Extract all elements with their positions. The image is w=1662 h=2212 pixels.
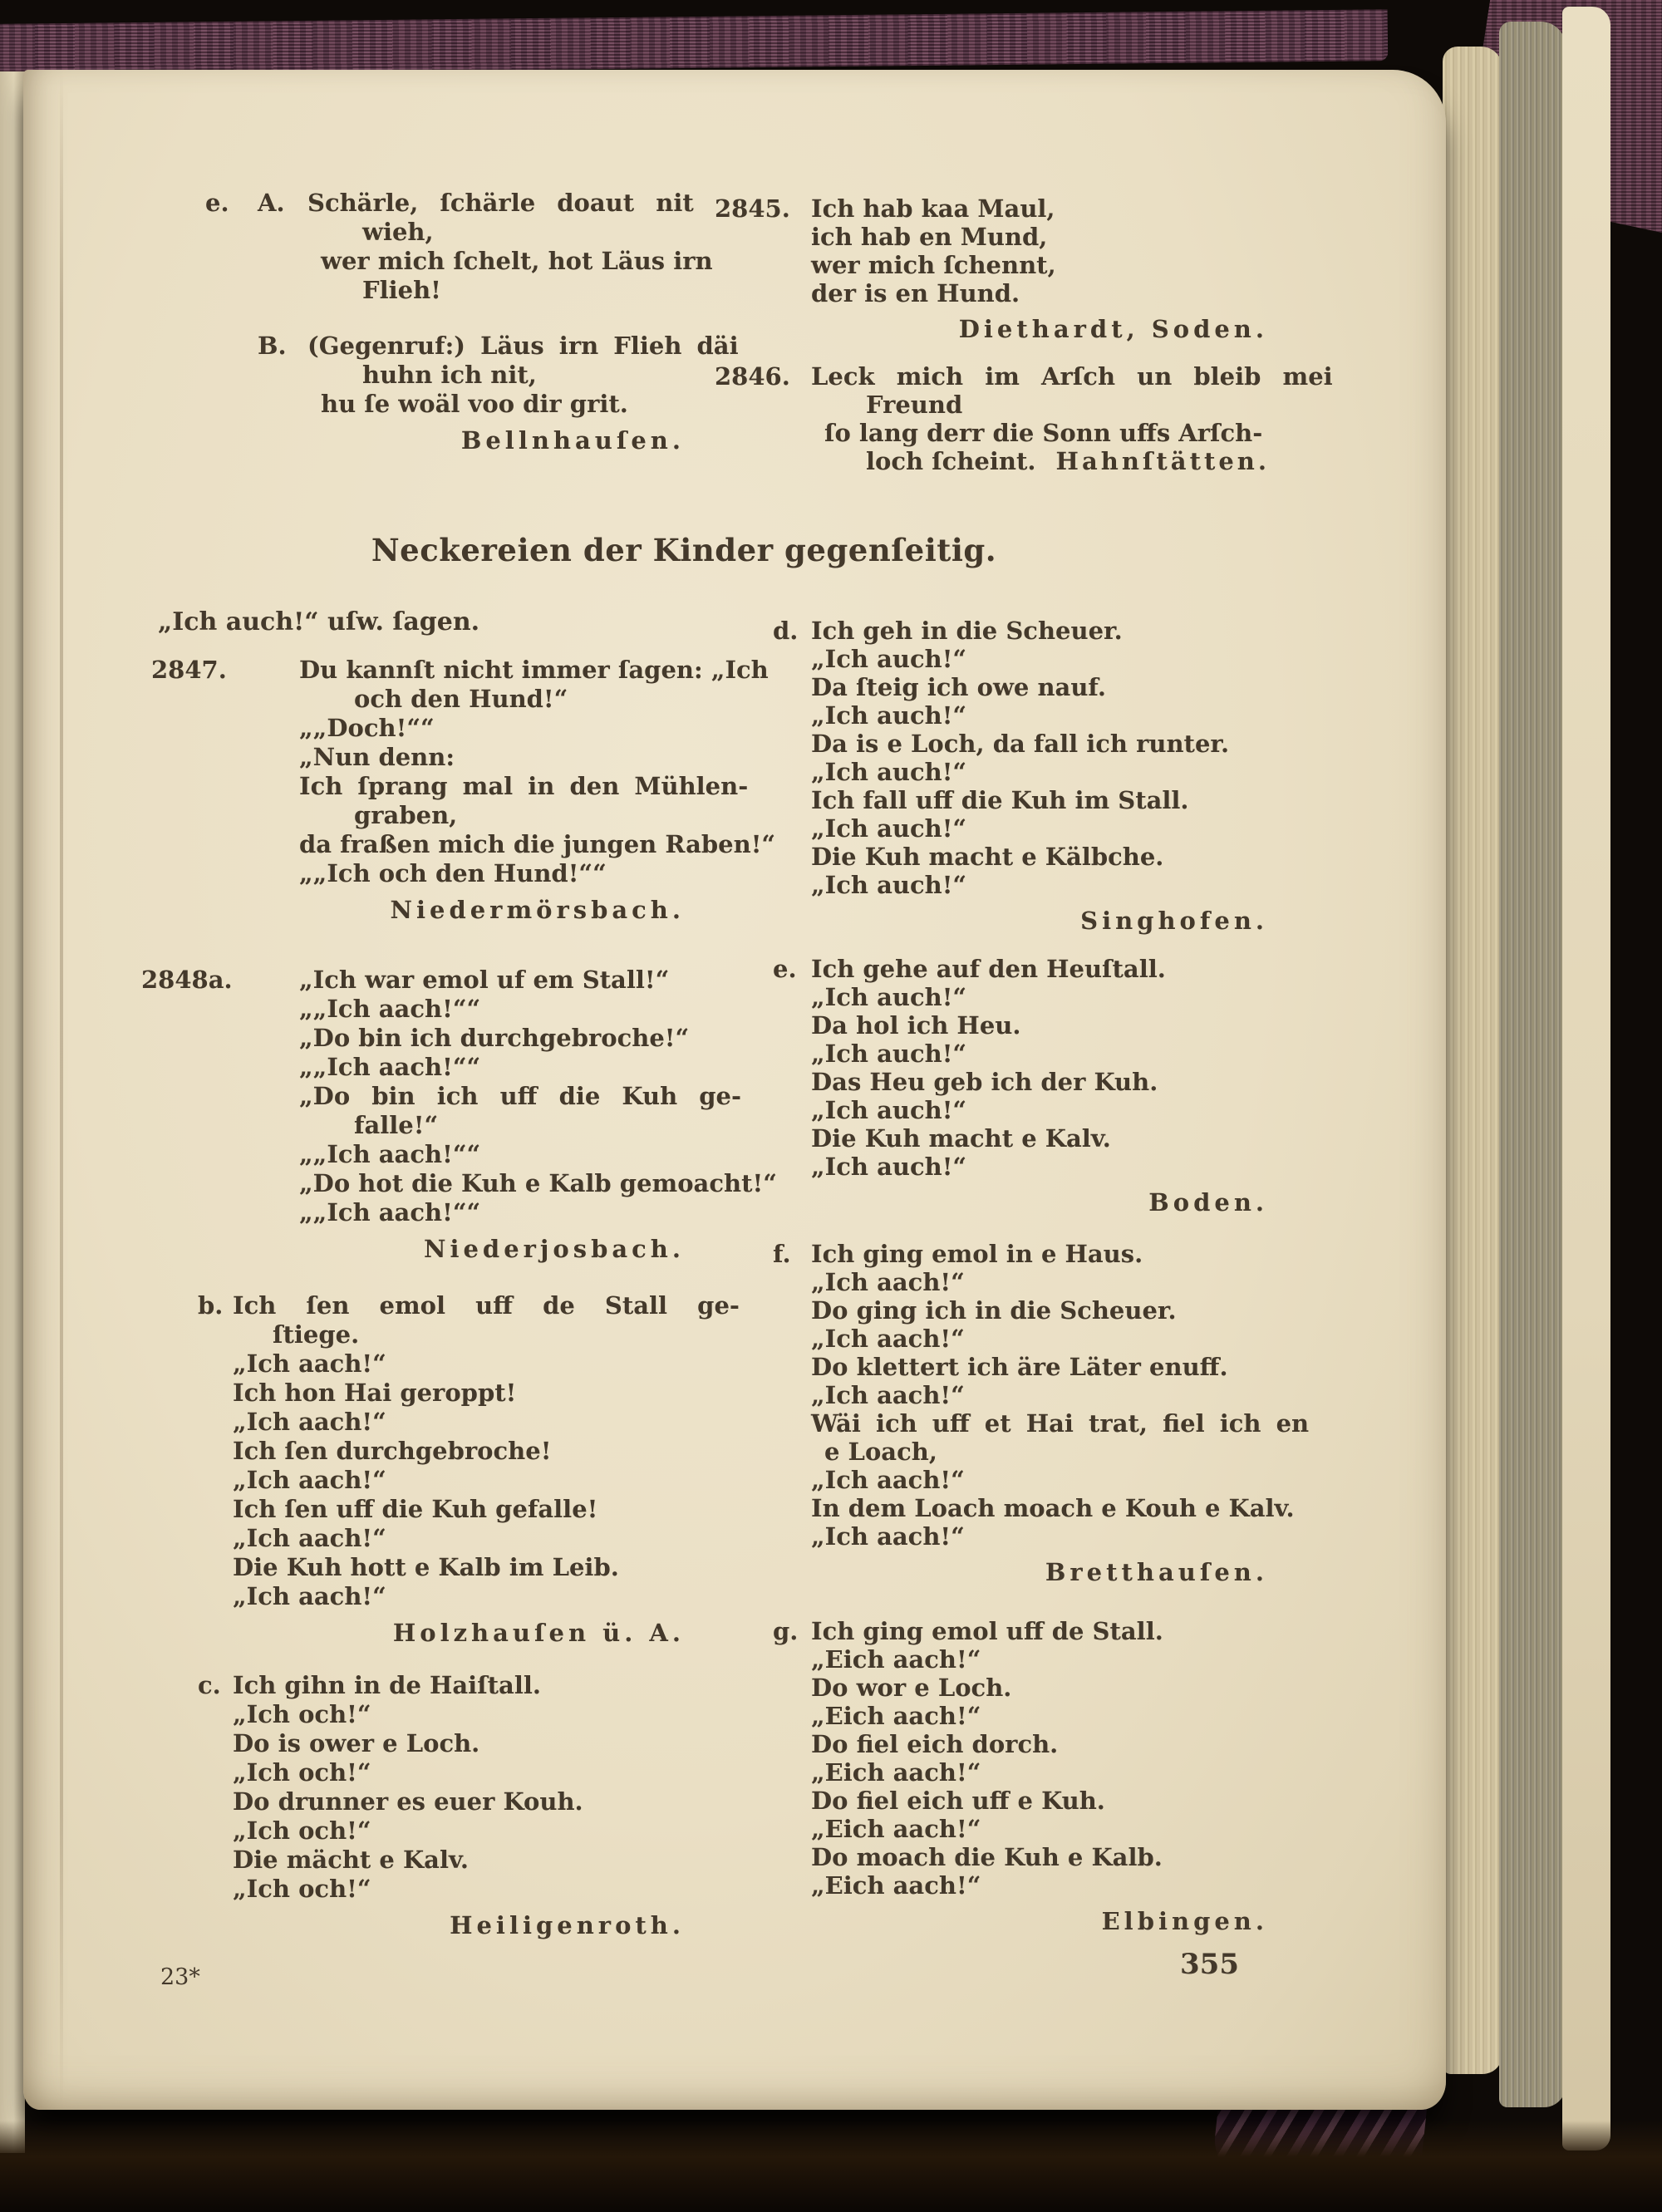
verse-line-text: Die Kuh hott e Kalb im Leib. <box>233 1553 619 1581</box>
verse-line <box>811 1730 1275 1758</box>
verse-line-text: „Eich aach!“ <box>811 1815 981 1843</box>
verse-line <box>233 1816 691 1846</box>
verse-line <box>299 966 691 995</box>
sub-heading: „Ich auch!“ uſw. ſagen. <box>158 607 480 637</box>
verse-line <box>811 1438 1275 1466</box>
verse-block-b <box>140 1291 740 1647</box>
verse-line-text: „Ich auch!“ <box>811 1096 967 1124</box>
verse-line <box>233 1582 691 1611</box>
verse-line <box>233 1729 691 1758</box>
verse-line-text: „„Ich aach!““ <box>299 995 481 1023</box>
marbled-cover-edge <box>1609 0 1662 2212</box>
entry-letter: f. <box>773 1240 791 1268</box>
entry-letter: g. <box>773 1617 799 1645</box>
verse-line-text: hu ſe woäl voo dir grit. <box>321 390 628 418</box>
entry-number: 2845. <box>715 194 790 223</box>
verse-line-text: Ich geh in die Scheuer. <box>811 617 1123 645</box>
verse-line-text: „Eich aach!“ <box>811 1645 981 1674</box>
verse-line-text: falle!“ <box>354 1111 439 1139</box>
verse-line <box>811 1815 1275 1843</box>
verse-line <box>811 955 1275 983</box>
verse-line <box>233 1379 691 1408</box>
verse-line <box>299 1053 691 1082</box>
verse-line <box>299 859 691 888</box>
verse-line-text: Die mächt e Kalv. <box>233 1846 470 1874</box>
verse-line-text: Da is e Loch, da fall ich runter. <box>811 730 1230 758</box>
verse-line-text: „Ich aach!“ <box>811 1522 965 1551</box>
verse-line <box>233 1787 691 1816</box>
verse-line-text: Da ſteig ich owe nauf. <box>811 673 1106 701</box>
signature-mark: 23* <box>160 1964 200 1990</box>
verse-line <box>811 1645 1275 1674</box>
verse-line-text: Ich fall uff die Kuh im Stall. <box>811 786 1189 814</box>
verse-line-text: „Ich aach!“ <box>233 1349 386 1378</box>
verse-line-text: huhn ich nit, <box>362 361 537 389</box>
verse-line <box>233 1349 691 1379</box>
verse-line-text: loch ſcheint. <box>866 447 1036 475</box>
verse-line-text: Du kannſt nicht immer ſagen: „Ich <box>299 656 769 684</box>
verse-block-f <box>713 1240 1310 1586</box>
verse-line <box>299 830 776 859</box>
verse-line <box>299 1111 691 1140</box>
verse-line <box>811 1494 1295 1522</box>
verse-block-c <box>140 1671 691 1939</box>
verse-line <box>307 276 691 305</box>
verse-line-text: Do drunner es euer Kouh. <box>233 1787 583 1816</box>
attribution: Holzhauſen ü. A. <box>392 1619 685 1647</box>
verse-line <box>811 1617 1275 1645</box>
verse-line <box>811 1409 1310 1438</box>
verse-line-text: och den Hund!“ <box>354 685 568 713</box>
verse-block-e-B <box>140 332 739 455</box>
verse-line-text: e Loach, <box>824 1438 937 1466</box>
attribution: Diethardt, Soden. <box>958 315 1268 343</box>
verse-line <box>233 1466 691 1495</box>
verse-line <box>811 645 1275 673</box>
verse-line-text: Die Kuh macht e Kalv. <box>811 1124 1111 1153</box>
verse-line <box>811 1068 1275 1096</box>
verse-line-text: Flieh! <box>362 276 441 304</box>
verse-line <box>811 1522 1275 1551</box>
verse-line-text: „Ich auch!“ <box>811 645 967 673</box>
verse-line-text: „Ich aach!“ <box>233 1408 386 1436</box>
verse-line-text: „Ich och!“ <box>233 1700 371 1728</box>
verse-line <box>233 1495 691 1524</box>
verse-line <box>307 361 691 390</box>
verse-line-text: wer mich ſchennt, <box>811 251 1056 279</box>
verse-line-text: (Gegenruf:) Läus irn Flieh däi <box>307 332 739 360</box>
verse-line-text: Das Heu geb ich der Kuh. <box>811 1068 1158 1096</box>
entry-number: 2846. <box>715 362 790 391</box>
verse-line-text: „„Ich och den Hund!““ <box>299 859 607 887</box>
verse-line <box>811 194 1275 223</box>
verse-line <box>299 1198 691 1227</box>
verse-line <box>811 1124 1275 1153</box>
verse-line <box>811 1702 1275 1730</box>
verse-line <box>811 391 1275 419</box>
verse-line-text: „Ich auch!“ <box>811 1040 967 1068</box>
verse-line-text: „„Ich aach!““ <box>299 1140 481 1168</box>
verse-line-text: Do klettert ich äre Läter enuff. <box>811 1353 1228 1381</box>
verse-line <box>811 447 1275 475</box>
verse-line-text: „Ich och!“ <box>233 1816 371 1845</box>
verse-line-text: da fraßen mich die jungen Raben!“ <box>299 830 776 858</box>
verse-line <box>233 1408 691 1437</box>
verse-line-text: Ich ging emol in e Haus. <box>811 1240 1143 1268</box>
verse-line <box>811 1268 1275 1296</box>
verse-line <box>811 223 1275 251</box>
verse-line <box>233 1437 691 1466</box>
verse-line <box>233 1291 740 1320</box>
attribution: Bellnhauſen. <box>460 426 685 455</box>
verse-line <box>811 1787 1275 1815</box>
verse-line-text: Freund <box>866 391 963 419</box>
verse-line <box>811 1240 1275 1268</box>
verse-block-2847 <box>140 656 776 924</box>
verse-line-text: „Ich auch!“ <box>811 871 967 899</box>
verse-line <box>299 1169 777 1198</box>
attribution: Boden. <box>1148 1188 1268 1217</box>
verse-line-text: „Ich aach!“ <box>811 1381 965 1409</box>
verse-line-text: Ich ging emol uff de Stall. <box>811 1617 1163 1645</box>
verse-line <box>811 279 1275 307</box>
verse-line-text: „Ich och!“ <box>233 1758 371 1787</box>
verse-line-text: „Eich aach!“ <box>811 1871 981 1900</box>
verse-line <box>811 673 1275 701</box>
entry-letter: b. <box>198 1291 224 1320</box>
verse-line <box>299 772 749 801</box>
verse-line-text: Da hol ich Heu. <box>811 1011 1021 1040</box>
verse-line <box>811 843 1275 871</box>
verse-line <box>299 656 769 685</box>
verse-line-text: Ich ſprang mal in den Mühlen- <box>299 772 749 800</box>
attribution: Heiligenroth. <box>450 1911 685 1939</box>
verse-line <box>811 983 1275 1011</box>
verse-line <box>811 1843 1275 1871</box>
verse-line <box>299 801 691 830</box>
verse-line-text: Ich ſen uff die Kuh gefalle! <box>233 1495 598 1523</box>
verse-line-text: „Ich aach!“ <box>233 1582 386 1610</box>
verse-line <box>233 1524 691 1553</box>
verse-line <box>811 871 1275 899</box>
verse-line <box>811 786 1275 814</box>
verse-line-text: „Ich aach!“ <box>233 1466 386 1494</box>
verse-line <box>811 1871 1275 1900</box>
verse-line <box>233 1758 691 1787</box>
verse-line-text: „Ich war emol uf em Stall!“ <box>299 966 670 994</box>
verse-line <box>811 1011 1275 1040</box>
verse-line <box>307 390 691 419</box>
verse-line <box>811 730 1275 758</box>
verse-line-text: „Ich auch!“ <box>811 1153 967 1181</box>
verse-line <box>307 247 713 276</box>
verse-line <box>307 332 739 361</box>
verse-line <box>811 1153 1275 1181</box>
verse-line-text: „Ich och!“ <box>233 1875 371 1903</box>
verse-block-e2 <box>713 955 1275 1217</box>
verse-line-text: Do ging ich in die Scheuer. <box>811 1296 1177 1325</box>
verse-line <box>307 189 694 218</box>
attribution: Singhofen. <box>1080 907 1268 935</box>
verse-line-text: „„Ich aach!““ <box>299 1198 481 1226</box>
verse-line <box>299 685 691 714</box>
attribution-inline: Hahnſtätten. <box>1055 447 1270 475</box>
verse-line-text: Ich ſen durchgebroche! <box>233 1437 552 1465</box>
entry-letter: e. <box>773 955 797 983</box>
verse-line-text: Do moach die Kuh e Kalb. <box>811 1843 1163 1871</box>
verse-line <box>233 1846 691 1875</box>
verse-line-text: Do wor e Loch. <box>811 1674 1012 1702</box>
attribution: Bretthauſen. <box>1045 1558 1268 1586</box>
verse-line-text: „Ich aach!“ <box>811 1325 965 1353</box>
verse-line-text: „Ich aach!“ <box>233 1524 386 1552</box>
verse-line <box>811 1466 1275 1494</box>
attribution: Elbingen. <box>1101 1907 1268 1935</box>
page-fore-edge-light <box>1443 47 1502 2074</box>
entry-number: 2848a. <box>141 966 233 994</box>
verse-line <box>299 714 691 743</box>
verse-line <box>811 701 1275 730</box>
attribution: Niedermörsbach. <box>390 896 685 924</box>
verse-line-text: In dem Loach moach e Kouh e Kalv. <box>811 1494 1295 1522</box>
verse-line <box>299 995 691 1024</box>
verse-line-text: Ich ſen emol uff de Stall ge- <box>233 1291 740 1320</box>
verse-line-text: Do fiel eich uff e Kuh. <box>811 1787 1105 1815</box>
verse-line-text: wer mich ſchelt, hot Läus irn <box>321 247 713 275</box>
verse-line-text: ich hab en Mund, <box>811 223 1048 251</box>
verse-line <box>299 1140 691 1169</box>
book-bottom-shadow <box>0 2121 1662 2212</box>
verse-line <box>233 1671 691 1700</box>
verse-line <box>811 1353 1275 1381</box>
verse-line-text: ſo lang derr die Sonn uffs Arſch- <box>824 419 1263 447</box>
page-left-edge <box>0 71 25 2153</box>
verse-line-text: „Ich auch!“ <box>811 758 967 786</box>
verse-line-text: Do is ower e Loch. <box>233 1729 480 1757</box>
verse-line-text: „Do bin ich uff die Kuh ge- <box>299 1082 742 1110</box>
verse-line-text: der is en Hund. <box>811 279 1020 307</box>
verse-line-text: „Eich aach!“ <box>811 1702 981 1730</box>
page-crease <box>60 70 63 2110</box>
book-headband-cloth <box>0 9 1388 76</box>
verse-line-text: „„Ich aach!““ <box>299 1053 481 1081</box>
page-number: 355 <box>1180 1948 1239 1981</box>
verse-block-e-A <box>140 189 713 305</box>
verse-line-text: Ich gihn in de Haiſtall. <box>233 1671 541 1699</box>
verse-line-text: „Ich auch!“ <box>811 701 967 730</box>
verse-line <box>811 1674 1275 1702</box>
verse-line <box>299 743 691 772</box>
verse-line <box>811 1758 1275 1787</box>
verse-line-text: Do fiel eich dorch. <box>811 1730 1059 1758</box>
verse-line <box>233 1700 691 1729</box>
page-fore-edge-strip <box>1562 7 1610 2151</box>
verse-block-d <box>713 617 1275 935</box>
verse-line <box>811 1040 1275 1068</box>
page-fore-edge-gray <box>1499 22 1566 2107</box>
verse-block-2846 <box>713 362 1333 475</box>
verse-line-text: Ich gehe auf den Heuſtall. <box>811 955 1166 983</box>
verse-line <box>811 1096 1275 1124</box>
verse-line-text: Schärle, ſchärle doaut nit <box>307 189 694 217</box>
verse-line-text: Wäi ich uff et Hai trat, fiel ich en <box>811 1409 1310 1438</box>
verse-block-2848a <box>140 966 777 1263</box>
attribution: Niederjosbach. <box>423 1235 685 1263</box>
verse-line <box>307 218 691 247</box>
verse-line-text: „Ich auch!“ <box>811 983 967 1011</box>
verse-line-text: Ich hab kaa Maul, <box>811 194 1055 223</box>
verse-line-text: „Ich auch!“ <box>811 814 967 843</box>
verse-line-text: graben, <box>354 801 458 829</box>
entry-letter: c. <box>198 1671 221 1699</box>
verse-line <box>811 758 1275 786</box>
verse-line-text: „Nun denn: <box>299 743 455 771</box>
verse-line-text: „Ich aach!“ <box>811 1466 965 1494</box>
verse-line <box>811 251 1275 279</box>
entry-letter: A. <box>258 189 285 217</box>
verse-line <box>299 1082 742 1111</box>
entry-number: 2847. <box>151 656 227 684</box>
verse-line <box>811 1381 1275 1409</box>
verse-line-text: „Ich aach!“ <box>811 1268 965 1296</box>
entry-letter: d. <box>773 617 799 645</box>
verse-line-text: wieh, <box>362 218 434 246</box>
entry-letter: B. <box>258 332 287 360</box>
book-page <box>23 70 1446 2110</box>
verse-line <box>299 1024 691 1053</box>
verse-line <box>811 617 1275 645</box>
verse-line-text: Die Kuh macht e Kälbche. <box>811 843 1164 871</box>
verse-block-g <box>713 1617 1275 1935</box>
verse-line <box>811 814 1275 843</box>
verse-line <box>811 1325 1275 1353</box>
entry-number: e. <box>205 189 229 217</box>
verse-line-text: „„Doch!““ <box>299 714 435 742</box>
verse-line-text: Leck mich im Arſch un bleib mei <box>811 362 1333 391</box>
verse-line-text: „Eich aach!“ <box>811 1758 981 1787</box>
verse-line-text: Ich hon Hai geroppt! <box>233 1379 517 1407</box>
verse-line-text: ſtiege. <box>273 1320 360 1349</box>
verse-line <box>233 1875 691 1904</box>
verse-line-text: „Do bin ich durchgebroche!“ <box>299 1024 690 1052</box>
verse-line-text: „Do hot die Kuh e Kalb gemoacht!“ <box>299 1169 777 1197</box>
verse-block-2845 <box>713 194 1275 343</box>
verse-line <box>811 362 1333 391</box>
verse-line <box>811 1296 1275 1325</box>
verse-line <box>233 1553 691 1582</box>
verse-line <box>233 1320 691 1349</box>
verse-line <box>811 419 1275 447</box>
section-heading: Neckereien der Kinder gegenſeitig. <box>371 532 997 568</box>
